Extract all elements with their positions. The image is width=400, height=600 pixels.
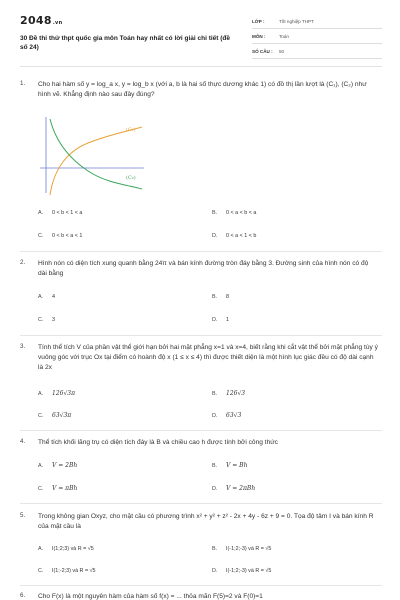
option-b[interactable] — [212, 546, 271, 552]
option-text: 63√3 — [226, 412, 242, 419]
log-graph — [38, 113, 148, 198]
curve-c2-label: (C₂) — [126, 175, 136, 181]
option-text: I(-1;2;-3) và R = √5 — [226, 546, 272, 552]
question-number: 4. — [20, 438, 26, 445]
option-text: 0 < b < 1 < a — [52, 210, 83, 216]
header-divider — [20, 66, 382, 67]
question-number: 3. — [20, 343, 26, 350]
curve-c1-label: (C₁) — [126, 127, 136, 133]
meta-key: LỚP : — [252, 18, 265, 24]
option-label: C. — [38, 317, 44, 323]
question-text: Cho hai hàm số y = log_a x, y = log_b x (với a, b là hai số thực dương khác 1) có đồ thị lần lượt là (C₁), (C₂) như hình vẽ. Khẳng định nào sau đây đúng? — [38, 81, 367, 98]
option-label: B. — [212, 391, 218, 397]
question-number: 6. — [20, 592, 26, 599]
question-text: Tính thể tích V của phần vật thể giới hạn bởi hai mặt phẳng x=1 và x=4, biết rằng khi cắt vật thể bởi mặt phẳng tùy ý vuông góc với trục Ox tại điểm có hoành độ x (1 ≤ x ≤ 4) thì được thiết diện là một hình lục giác đều có độ dài cạnh là 2x — [38, 344, 378, 371]
option-label: A. — [38, 294, 44, 300]
option-label: C. — [38, 486, 44, 492]
option-label: B. — [212, 294, 218, 300]
option-label: C. — [38, 568, 44, 574]
option-text: 4 — [52, 294, 55, 300]
brand-logo[interactable] — [20, 14, 62, 27]
option-text: 8 — [226, 294, 229, 300]
question-number: 5. — [20, 512, 26, 519]
option-label: A. — [38, 463, 44, 469]
question-number: 1. — [20, 80, 26, 87]
question-6 — [20, 592, 382, 600]
question-divider — [20, 251, 382, 252]
document-header — [20, 14, 382, 60]
option-text: I(-1;2;-3) và R = √5 — [226, 568, 272, 574]
curve-c1 — [50, 127, 142, 195]
meta-key: SỐ CÂU : — [252, 48, 273, 54]
page-title: 30 Đề thi thử thpt quốc gia môn Toán hay nhất có lời giải chi tiết (đề số 24) — [20, 35, 230, 51]
brand-suffix: .vn — [52, 20, 63, 26]
option-label: B. — [212, 546, 218, 552]
question-text: Hình nón có diện tích xung quanh bằng 24π và bán kính đường tròn đáy bằng 3. Đường sinh của hình nón có độ dài bằng — [38, 260, 369, 277]
meta-row-count — [252, 44, 382, 59]
meta-key: MÔN : — [252, 33, 266, 39]
option-label: D. — [212, 233, 218, 239]
option-d[interactable] — [212, 485, 255, 492]
question-text: Trong không gian Oxyz, cho mặt cầu có phương trình x² + y² + z² - 2x + 4y - 6z + 9 = 0. Tọa độ tâm I và bán kính R của mặt cầu là — [38, 513, 374, 530]
meta-value: Toán — [279, 33, 289, 39]
question-divider — [20, 503, 382, 504]
option-text: 0 < a < 1 < b — [226, 233, 257, 239]
option-text: 63√3π — [52, 412, 72, 419]
option-label: A. — [38, 391, 44, 397]
option-text: I(1;2;3) và R = √5 — [52, 546, 94, 552]
option-b[interactable] — [212, 390, 245, 397]
meta-row-subject — [252, 29, 382, 44]
option-text: V = 2Bh — [52, 462, 78, 469]
option-text: 126√3 — [226, 390, 246, 397]
option-label: D. — [212, 413, 218, 419]
option-text: V = 2πBh — [226, 485, 256, 492]
option-label: C. — [38, 233, 44, 239]
option-text: 0 < b < a < 1 — [52, 233, 83, 239]
question-divider — [20, 430, 382, 431]
option-b[interactable] — [212, 462, 247, 469]
option-d[interactable] — [212, 317, 229, 323]
option-a[interactable] — [38, 210, 82, 216]
question-number: 2. — [20, 259, 26, 266]
option-label: D. — [212, 568, 218, 574]
option-label: B. — [212, 463, 218, 469]
question-text: Cho F(x) là một nguyên hàm của hàm số f(x) = ... thỏa mãn F(5)=2 và F(0)=1 — [38, 593, 263, 600]
option-c[interactable] — [38, 233, 82, 239]
option-label: A. — [38, 546, 44, 552]
option-a[interactable] — [38, 462, 77, 469]
meta-value: 50 — [279, 48, 285, 54]
option-a[interactable] — [38, 294, 55, 300]
option-b[interactable] — [212, 294, 229, 300]
option-a[interactable] — [38, 546, 94, 552]
option-c[interactable] — [38, 485, 77, 492]
option-text: 126√3π — [52, 390, 76, 397]
option-b[interactable] — [212, 210, 256, 216]
option-label: A. — [38, 210, 44, 216]
option-label: D. — [212, 486, 218, 492]
option-text: V = πBh — [52, 485, 78, 492]
question-divider — [20, 585, 382, 586]
question-text: Thể tích khối lăng trụ có diện tích đáy là B và chiều cao h được tính bởi công thức — [38, 439, 278, 446]
option-a[interactable] — [38, 390, 75, 397]
option-text: 1 — [226, 317, 229, 323]
option-c[interactable] — [38, 412, 71, 419]
option-d[interactable] — [212, 412, 241, 419]
option-c[interactable] — [38, 317, 55, 323]
option-text: I(1;-2;3) và R = √5 — [52, 568, 96, 574]
option-label: B. — [212, 210, 218, 216]
meta-value: Tốt nghiệp THPT — [279, 18, 314, 24]
option-label: C. — [38, 413, 44, 419]
option-text: 3 — [52, 317, 55, 323]
option-text: 0 < a < b < a — [226, 210, 257, 216]
question-divider — [20, 335, 382, 336]
option-text: V = Bh — [226, 462, 248, 469]
option-label: D. — [212, 317, 218, 323]
meta-table — [252, 14, 382, 59]
option-d[interactable] — [212, 233, 256, 239]
brand-name: 2048 — [20, 14, 52, 27]
option-c[interactable] — [38, 568, 96, 574]
meta-row-class — [252, 14, 382, 29]
option-d[interactable] — [212, 568, 271, 574]
